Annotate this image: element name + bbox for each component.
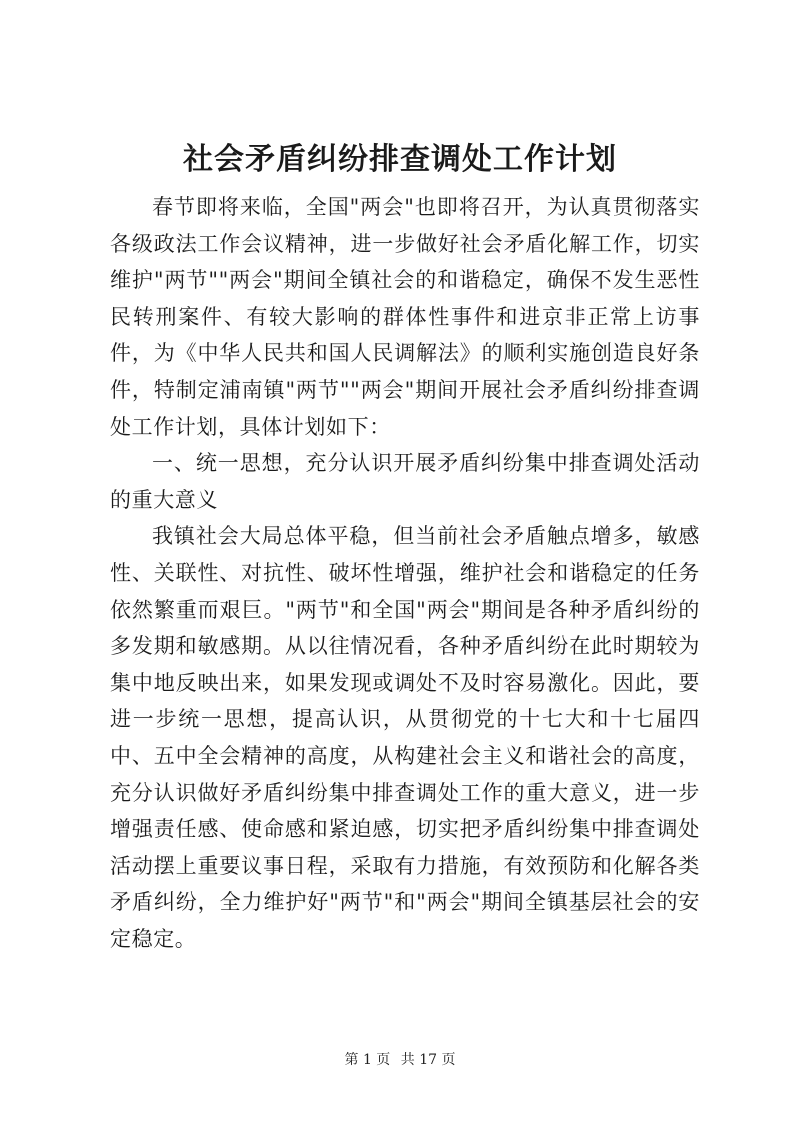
section-heading-1: 一、统一思想，充分认识开展矛盾纠纷集中排查调处活动的重大意义 bbox=[110, 451, 700, 512]
page-number: 第 1 页 bbox=[344, 1052, 391, 1068]
paragraph-intro: 春节即将来临，全国"两会"也即将召开，为认真贯彻落实各级政法工作会议精神，进一步做好社会矛盾化解工作，切实维护"两节""两会"期间全镇社会的和谐稳定，确保不发生恶性民转刑案件、有较大影响的群体性事件和进京非正常上访事件，为《中华人民共和国人民调解法》的顺利实施创造良好条件，特制定浦南镇"两节""两会"期间开展社会矛盾纠纷排查调处工作计划，具体计划如下： bbox=[110, 195, 700, 439]
page-footer bbox=[0, 1050, 800, 1070]
document-title: 社会矛盾纠纷排查调处工作计划 bbox=[183, 142, 617, 177]
document-body bbox=[110, 189, 700, 957]
paragraph-section-1: 我镇社会大局总体平稳，但当前社会矛盾触点增多，敏感性、关联性、对抗性、破坏性增强，维护社会和谐稳定的任务依然繁重而艰巨。"两节"和全国"两会"期间是各种矛盾纠纷的多发期和敏感期。从以往情况看，各种矛盾纠纷在此时期较为集中地反映出来，如果发现或调处不及时容易激化。因此，要进一步统一思想，提高认识，从贯彻党的十七大和十七届四中、五中全会精神的高度，从构建社会主义和谐社会的高度，充分认识做好矛盾纠纷集中排查调处工作的重大意义，进一步增强责任感、使命感和紧迫感，切实把矛盾纠纷集中排查调处活动摆上重要议事日程，采取有力措施，有效预防和化解各类矛盾纠纷，全力维护好"两节"和"两会"期间全镇基层社会的安定稳定。 bbox=[110, 524, 700, 951]
page-total: 共 17 页 bbox=[400, 1052, 456, 1068]
